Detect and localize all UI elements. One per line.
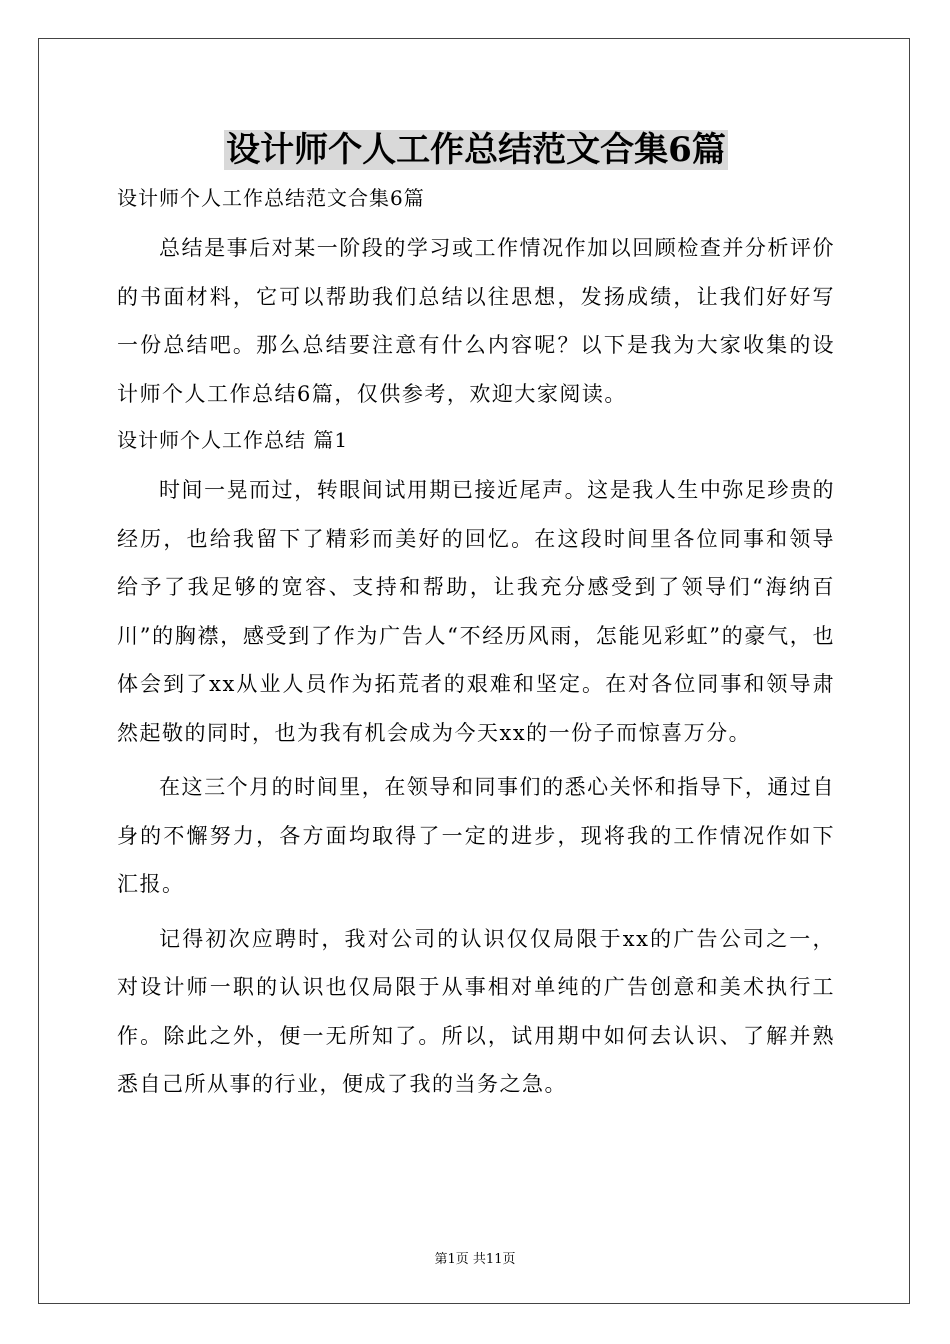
paragraph-1: 时间一晃而过，转眼间试用期已接近尾声。这是我人生中弥足珍贵的经历，也给我留下了精彩而美好的回忆。在这段时间里各位同事和领导给予了我足够的宽容、支持和帮助，让我充分感受到了领导们“海纳百川”的胸襟，感受到了作为广告人“不经历风雨，怎能见彩虹”的豪气，也体会到了xx从业人员作为拓荒者的艰难和坚定。在对各位同事和领导肃然起敬的同时，也为我有机会成为今天xx的一份子而惊喜万分。 (117, 478, 835, 745)
title-text: 设计师个人工作总结范文合集6篇 (226, 130, 726, 170)
document-body (117, 124, 835, 1109)
document-title (117, 124, 835, 176)
paragraph-2: 在这三个月的时间里，在领导和同事们的悉心关怀和指导下，通过自身的不懈努力，各方面均取得了一定的进步，现将我的工作情况作如下汇报。 (117, 775, 835, 896)
intro-paragraph: 总结是事后对某一阶段的学习或工作情况作加以回顾检查并分析评价的书面材料，它可以帮助我们总结以往思想，发扬成绩，让我们好好写一份总结吧。那么总结要注意有什么内容呢？以下是我为大家收集的设计师个人工作总结6篇，仅供参考，欢迎大家阅读。 (117, 236, 835, 406)
paragraph-3: 记得初次应聘时，我对公司的认识仅仅局限于xx的广告公司之一，对设计师一职的认识也仅局限于从事相对单纯的广告创意和美术执行工作。除此之外，便一无所知了。所以，试用期中如何去认识、了解并熟悉自己所从事的行业，便成了我的当务之急。 (117, 926, 835, 1096)
document-subtitle: 设计师个人工作总结范文合集6篇 (117, 186, 425, 210)
section-heading: 设计师个人工作总结 篇1 (117, 428, 349, 452)
page-footer: 第1页 共11页 (434, 1252, 516, 1267)
